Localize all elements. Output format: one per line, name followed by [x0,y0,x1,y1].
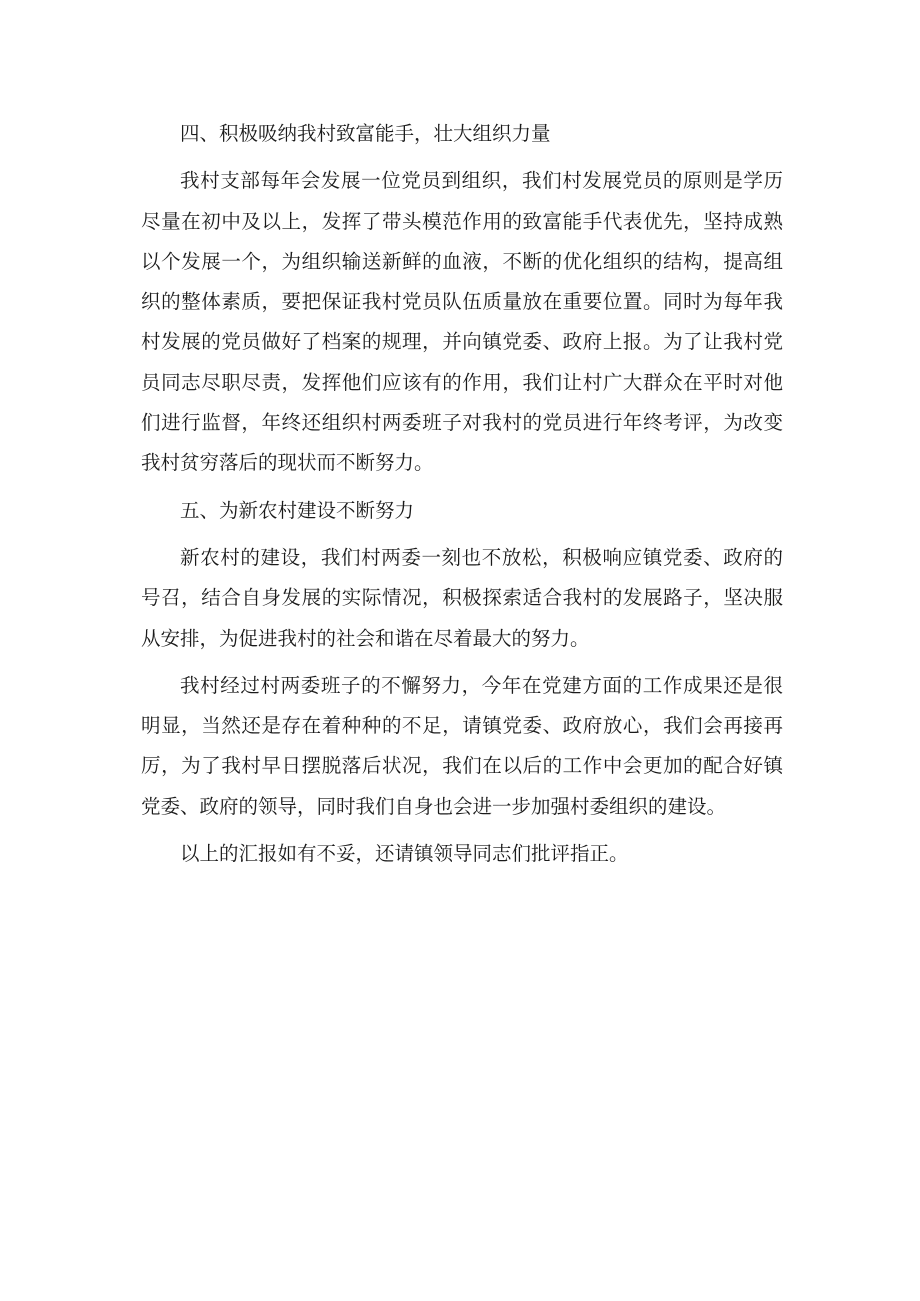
section-four-paragraph: 我村支部每年会发展一位党员到组织，我们村发展党员的原则是学历尽量在初中及以上，发挥了带头模范作用的致富能手代表优先，坚持成熟以个发展一个，为组织输送新鲜的血液，不断的优化组织的结构，提高组织的整体素质，要把保证我村党员队伍质量放在重要位置。同时为每年我村发展的党员做好了档案的规理，并向镇党委、政府上报。为了让我村党员同志尽职尽责，发挥他们应该有的作用，我们让村广大群众在平时对他们进行监督，年终还组织村两委班子对我村的党员进行年终考评，为改变我村贫穷落后的现状而不断努力。 [141,169,783,475]
section-four-heading: 四、积极吸纳我村致富能手，壮大组织力量 [180,122,551,145]
document-body [141,114,783,874]
closing-paragraph: 以上的汇报如有不妥，还请镇领导同志们批评指正。 [180,842,629,866]
section-five-heading: 五、为新农村建设不断努力 [180,498,415,522]
summary-paragraph: 我村经过村两委班子的不懈努力，今年在党建方面的工作成果还是很明显，当然还是存在着种种的不足，请镇党委、政府放心，我们会再接再厉，为了我村早日摆脱落后状况，我们在以后的工作中会更加的配合好镇党委、政府的领导，同时我们自身也会进一步加强村委组织的建设。 [141,673,783,818]
section-five-paragraph: 新农村的建设，我们村两委一刻也不放松，积极响应镇党委、政府的号召，结合自身发展的实际情况，积极探索适合我村的发展路子，坚决服从安排，为促进我村的社会和谐在尽着最大的努力。 [141,545,783,650]
